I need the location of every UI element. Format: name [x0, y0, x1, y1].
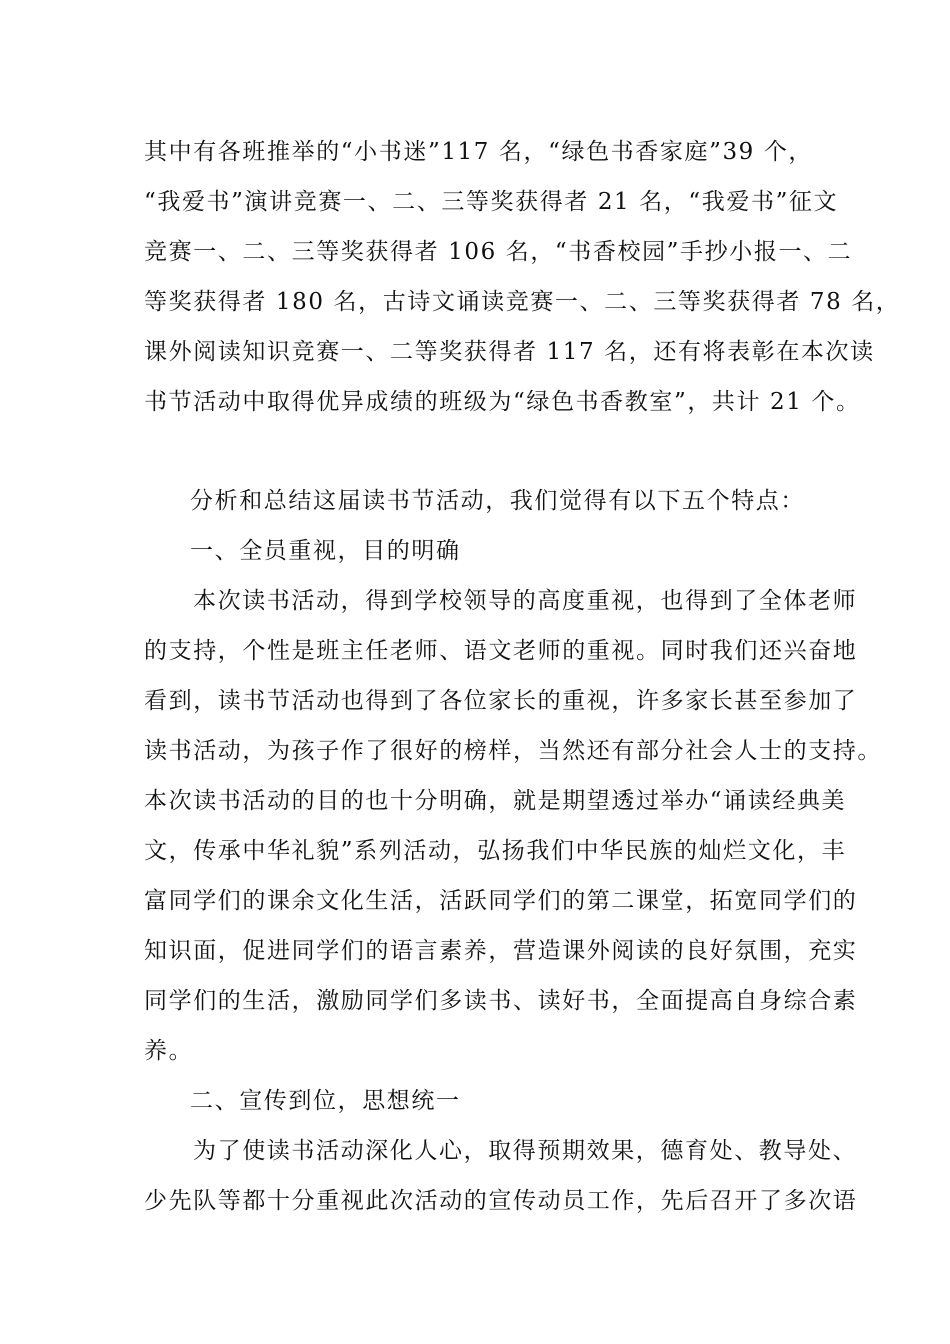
paragraph-line: 文，传承中华礼貌”系列活动，弘扬我们中华民族的灿烂文化，丰	[144, 838, 847, 864]
paragraph-line: 读书活动，为孩子作了很好的榜样，当然还有部分社会人士的支持。	[144, 738, 882, 764]
paragraph-line: 竞赛一、二、三等奖获得者 106 名，“书香校园”手抄小报一、二	[144, 239, 853, 265]
paragraph-line: 本次读书活动的目的也十分明确，就是期望透过举办“诵读经典美	[144, 788, 847, 814]
paragraph-line: 本次读书活动，得到学校领导的高度重视，也得到了全体老师	[193, 588, 858, 614]
paragraph-line: “我爱书”演讲竞赛一、二、三等奖获得者 21 名，“我爱书”征文	[144, 189, 839, 215]
paragraph-line: 养。	[144, 1038, 194, 1064]
section-heading-1: 一、全员重视，目的明确	[190, 538, 461, 564]
paragraph-line: 等奖获得者 180 名，古诗文诵读竞赛一、二、三等奖获得者 78 名，	[144, 289, 901, 315]
paragraph-line: 少先队等都十分重视此次活动的宣传动员工作，先后召开了多次语	[144, 1188, 858, 1214]
paragraph-line: 知识面，促进同学们的语言素养，营造课外阅读的良好氛围，充实	[144, 938, 858, 964]
section-heading-2: 二、宣传到位，思想统一	[190, 1088, 461, 1114]
intro-paragraph: 分析和总结这届读书节活动，我们觉得有以下五个特点：	[190, 488, 805, 514]
paragraph-line: 的支持，个性是班主任老师、语文老师的重视。同时我们还兴奋地	[144, 638, 858, 664]
paragraph-line: 富同学们的课余文化生活，活跃同学们的第二课堂，拓宽同学们的	[144, 888, 858, 914]
paragraph-line: 其中有各班推举的“小书迷”117 名，“绿色书香家庭”39 个，	[144, 139, 814, 165]
paragraph-line: 同学们的生活，激励同学们多读书、读好书，全面提高自身综合素	[144, 988, 858, 1014]
paragraph-line: 书节活动中取得优异成绩的班级为“绿色书香教室”，共计 21 个。	[144, 389, 861, 415]
paragraph-line: 看到，读书节活动也得到了各位家长的重视，许多家长甚至参加了	[144, 688, 858, 714]
paragraph-line: 课外阅读知识竞赛一、二等奖获得者 117 名，还有将表彰在本次读	[144, 339, 875, 365]
paragraph-line: 为了使读书活动深化人心，取得预期效果，德育处、教导处、	[193, 1138, 858, 1164]
